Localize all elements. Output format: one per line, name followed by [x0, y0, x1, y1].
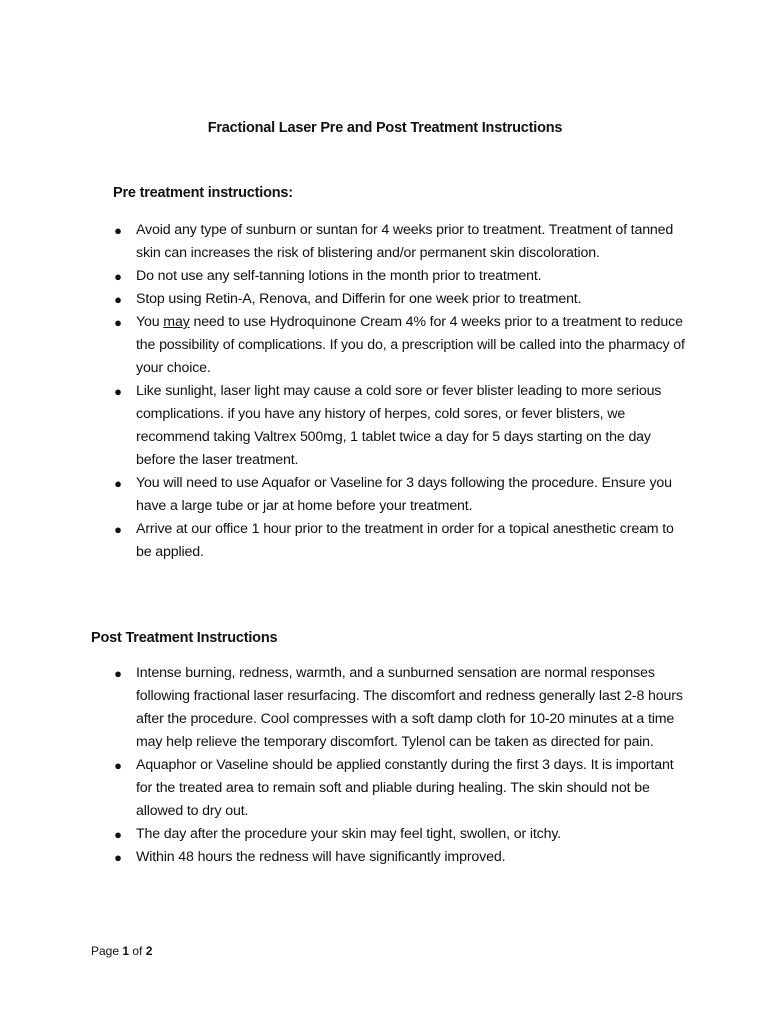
bullet-icon: ● [114, 315, 122, 330]
list-item: ● Within 48 hours the redness will have significantly improved. [113, 846, 693, 869]
bullet-icon: ● [114, 269, 122, 284]
total-pages: 2 [145, 944, 153, 958]
list-item: ● Aquaphor or Vaseline should be applied constantly during the first 3 days. It is important for the treated area to remain soft and pliable during healing. The skin should not be allowed to dry out. [113, 754, 693, 823]
post-treatment-heading: Post Treatment Instructions [91, 630, 278, 646]
bullet-icon: ● [114, 292, 122, 307]
list-item: ● Like sunlight, laser light may cause a cold sore or fever blister leading to more serious complications. if you have any history of herpes, cold sores, or fever blisters, we recommend taking Valtrex 500mg, 1 tablet twice a day for 5 days starting on the day before the laser treatment. [113, 380, 693, 472]
list-item: ● Arrive at our office 1 hour prior to the treatment in order for a topical anesthetic cream to be applied. [113, 518, 693, 564]
emphasis-may: may [163, 314, 190, 330]
list-item: ● Stop using Retin-A, Renova, and Differin for one week prior to treatment. [113, 288, 693, 311]
document-title: Fractional Laser Pre and Post Treatment Instructions [207, 120, 563, 136]
list-item: ● You may need to use Hydroquinone Cream 4% for 4 weeks prior to a treatment to reduce the possibility of complications. If you do, a prescription will be called into the pharmacy of your choice. [113, 311, 693, 380]
list-item: ● You will need to use Aquafor or Vaseline for 3 days following the procedure. Ensure you have a large tube or jar at home before your treatment. [113, 472, 693, 518]
page-number-footer: Page 1 of 2 [91, 944, 153, 958]
list-item: ● Avoid any type of sunburn or suntan for 4 weeks prior to treatment. Treatment of tanned skin can increases the risk of blistering and/or permanent skin discoloration. [113, 219, 693, 265]
bullet-icon: ● [114, 476, 122, 491]
pre-treatment-list [113, 219, 693, 564]
bullet-icon: ● [114, 827, 122, 842]
list-item: ● The day after the procedure your skin may feel tight, swollen, or itchy. [113, 823, 693, 846]
post-treatment-list [113, 662, 693, 869]
bullet-icon: ● [114, 384, 122, 399]
current-page: 1 [122, 944, 130, 958]
bullet-icon: ● [114, 758, 122, 773]
list-item: ● Do not use any self-tanning lotions in the month prior to treatment. [113, 265, 693, 288]
list-item: ● Intense burning, redness, warmth, and a sunburned sensation are normal responses following fractional laser resurfacing. The discomfort and redness generally last 2-8 hours after the procedure. Cool compresses with a soft damp cloth for 10-20 minutes at a time may help relieve the temporary discomfort. Tylenol can be taken as directed for pain. [113, 662, 693, 754]
pre-treatment-heading: Pre treatment instructions: [113, 185, 293, 201]
bullet-icon: ● [114, 850, 122, 865]
bullet-icon: ● [114, 666, 122, 681]
bullet-icon: ● [114, 223, 122, 238]
bullet-icon: ● [114, 522, 122, 537]
